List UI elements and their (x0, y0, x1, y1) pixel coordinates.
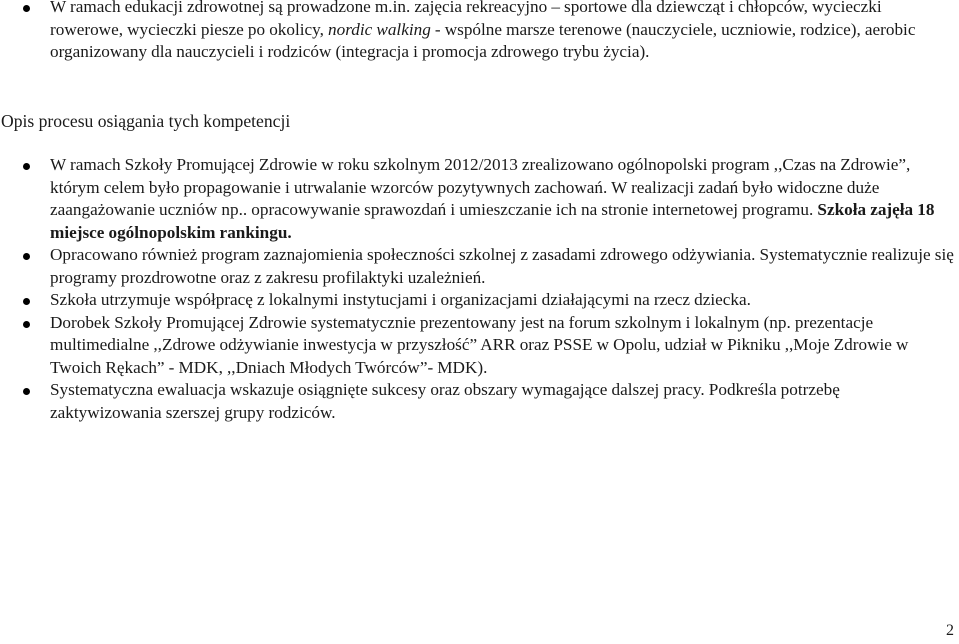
list-item-text: - wspólne marsze terenowe (nauczyciele, uczniowie, rodzice), aerobic organizowany dla nauczycieli i rodziców (integracja i promocja zdrowego trybu życia). (50, 19, 916, 61)
list-item (50, 379, 955, 424)
list-item-text: Szkoła utrzymuje współpracę z lokalnymi instytucjami i organizacjami działającymi na rzecz dziecka. (50, 290, 751, 309)
list-item-text: Opracowano również program zaznajomienia społeczności szkolnej z zasadami zdrowego odżywiania. Systematycznie realizuje się programy prozdrowotne oraz z zakresu profilaktyki uzależnień. (50, 245, 954, 287)
list-item-text: Systematyczna ewaluacja wskazuje osiągnięte sukcesy oraz obszary wymagające dalszej pracy. Podkreśla potrzebę zaktywizowania szerszej grupy rodziców. (50, 380, 840, 422)
education-activities-list (50, 0, 955, 64)
list-item-italic-text: nordic walking (328, 19, 431, 39)
page-number: 2 (946, 622, 954, 639)
bullet-icon (23, 298, 30, 305)
list-item (50, 0, 955, 64)
bullet-icon (23, 321, 30, 328)
bullet-icon (23, 163, 30, 170)
bullet-icon (23, 253, 30, 260)
list-item-text: Dorobek Szkoły Promującej Zdrowie systematycznie prezentowany jest na forum szkolnym i lokalnym (np. prezentacje multimedialne ,,Zdrowe odżywianie inwestycja w przyszłość” ARR oraz PSSE w Opolu, udział w Pikniku ,,Moje Zdrowie w Twoich Rękach” - MDK, ,,Dniach Młodych Twórców”- MDK). (50, 312, 909, 377)
list-item-text: W ramach Szkoły Promującej Zdrowie w roku szkolnym 2012/2013 zrealizowano ogólnopolski program ,,Czas na Zdrowie”, którym celem było propagowanie i utrwalanie wzorców pozytywnych zachowań. W realizacji zadań było widoczne duże zaangażowanie uczniów np.. opracowywanie sprawozdań i umieszczanie ich na stronie internetowej programu. (50, 155, 911, 219)
list-item (50, 289, 955, 312)
section-heading: Opis procesu osiągania tych kompetencji (1, 111, 291, 131)
list-item (50, 154, 955, 244)
list-item (50, 312, 955, 380)
list-item (50, 244, 955, 289)
list-item-text: W ramach edukacji zdrowotnej są prowadzone m.in. zajęcia rekreacyjno – sportowe dla dziewcząt i chłopców, wycieczki rowerowe, wycieczki piesze po okolicy, (50, 0, 882, 39)
bullet-icon (23, 388, 30, 395)
list-item-bold-text: Szkoła zajęła 18 miejsce ogólnopolskim rankingu. (50, 200, 935, 242)
bullet-icon (23, 5, 30, 12)
competencies-process-list (50, 154, 955, 424)
